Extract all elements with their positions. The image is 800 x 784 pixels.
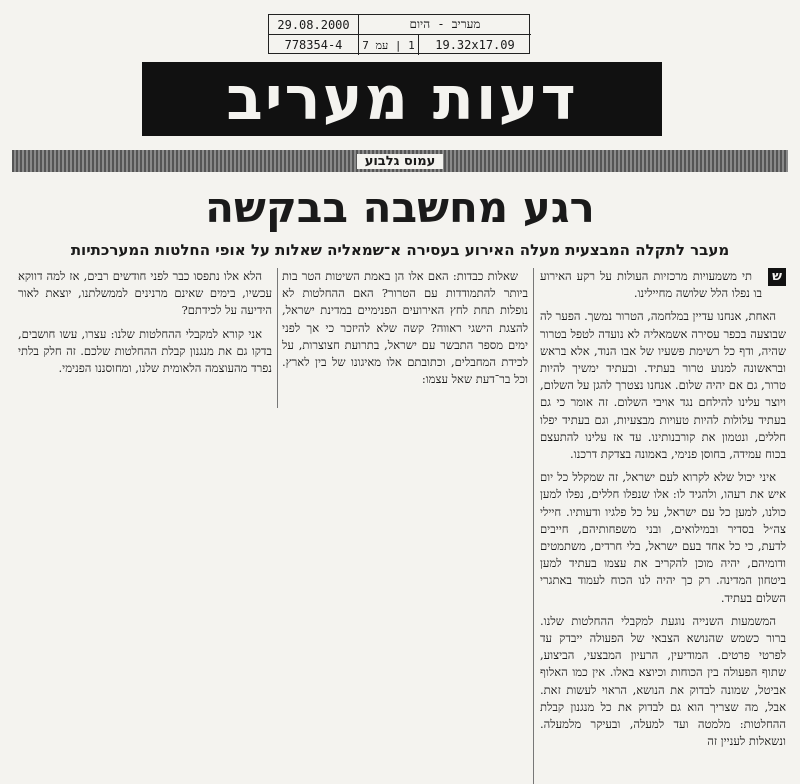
paragraph: המשמעות השנייה נוגעת למקבלי ההחלטות שלנו. ברור כשמש שהנושא הצבאי של הפעולה ייבדק עד לפרטי פרטים. המודיעין, הרעיון המבצעי, הביצוע, שתוף הפעולה בין הכוחות וכיוצא באלו. אין כמו האלוף אביטל, שמונה לבדוק את הנושא, הראוי לעשות זאת. אבל, מה שצריך הוא גם לבדוק את כל מנגנון קבלת ההחלטות: מלמטה ועד למעלה, ובעיקר מלמעלה. ונשאלות לעניין זה [540,613,786,749]
article-column-1 [540,268,786,784]
paragraph: תי משמעויות מרכזיות העולות על רקע האירוע בו נפלו הלל שלושה מחיילינו. [540,269,762,301]
author-name: עמוס גלבוע [357,154,444,169]
clipping-page-label: עמ 7 [362,38,389,52]
column-rule [533,268,534,784]
paragraph: איני יכול שלא לקרוא לעם ישראל, זה שמקלל כל יום איש את רעהו, ולהגיד לו: אלו שנפלו חללים, נפלו למען כולנו, למען כל עם ישראל, על כל פלגיו ודעותיו. חיילי צה״ל בסדיר ובמילואים, ובני משפחותיהם, חייבים לדעת, כי כל אחד בעם ישראל, בלי חרדים, משתמטים ודומיהם, יהיה מוכן להקריב את עצמו בעתיד למען ביטחון המדינה. רק כך יהיה לנו הכוח לעמוד באתגרי השלום בעתיד. [540,470,786,605]
clipping-column: 1 [408,38,415,52]
clipping-source: מעריב - היום [359,15,531,35]
section-masthead: דעות מעריב [142,62,662,136]
paragraph: הלא אלו נתפסו כבר לפני חודשים רבים, אז למה דווקא עכשיו, בימים שאינם מרנינים לממשלתנו, יוצאת לאור הידיעה על לכידתם? [18,269,272,318]
author-bar [12,150,788,172]
paragraph: שאלות כבדות: האם אלו הן באמת השיטות הטר בות ביותר להתמודדות עם הטרור? האם ההחלטות לא נופלות תחת לחץ האירועים הפנימיים במדינת ישראל, להצגת הישגי ראווה? קשה שלא להיזכר כי אך לפני ימים מספר התבשר עם ישראל, בתרועת חצוצרות, על לכידת המחבלים, וכתובתם אלו מאיגונו של בין לארץ. וכל בר־דעת שאל עצמו: [282,269,528,387]
clipping-page: עמ 7 | 1 [359,35,419,55]
clipping-stamp [268,14,530,54]
paragraph: האחת, אנחנו עדיין במלחמה, הטרור נמשך. הפער לה שבוצעה בכפר עסירה אשמאליה לא נועדה לטפל בטרור שהיה, ודף כל רשימת פשעיו של אבו הנוד, אלא בראש ובראשונה למנוע טרור בעתיד. ובעתיד ימשיך להיות טרור, גם אם יהיה שלום. אנחנו נצטרך להגן על השלום, ויוצר עלינו להילחם נגד אויבי השלום. זה אומר כי גם בעתיד עלולות להיות טעויות מבצעיות, וגם בעתיד יפלו חללים, ונטמון את קורבנותינו. עד אז עלינו להתעצם בכוח עמידה, בחוסן פנימי, באמונה בצדקת דרכנו. [540,309,786,462]
article-column-2 [282,268,528,408]
article-subheadline: מעבר לתקלה המבצעית מעלה האירוע בעסירה א־שמאליה שאלות על אופי החלטות המערכתיות [70,241,730,259]
clipping-id: 778354-4 [269,35,359,55]
clipping-date: 29.08.2000 [269,15,359,35]
clipping-size: 19.32x17.09 [435,38,515,52]
paragraph: אני קורא למקבלי ההחלטות שלנו: עצרו, עשו חושבים, בדקו גם את מנגנון קבלת ההחלטות שלכם. זה חלק בלתי נפרד מהעוצמה הלאומית שלנו, ומחוסננו הפנימי. [18,326,272,376]
article-column-3 [18,268,272,408]
column-rule [277,268,278,408]
drop-initial: ש [768,268,786,286]
article-headline: רגע מחשבה בבקשה [205,183,595,232]
